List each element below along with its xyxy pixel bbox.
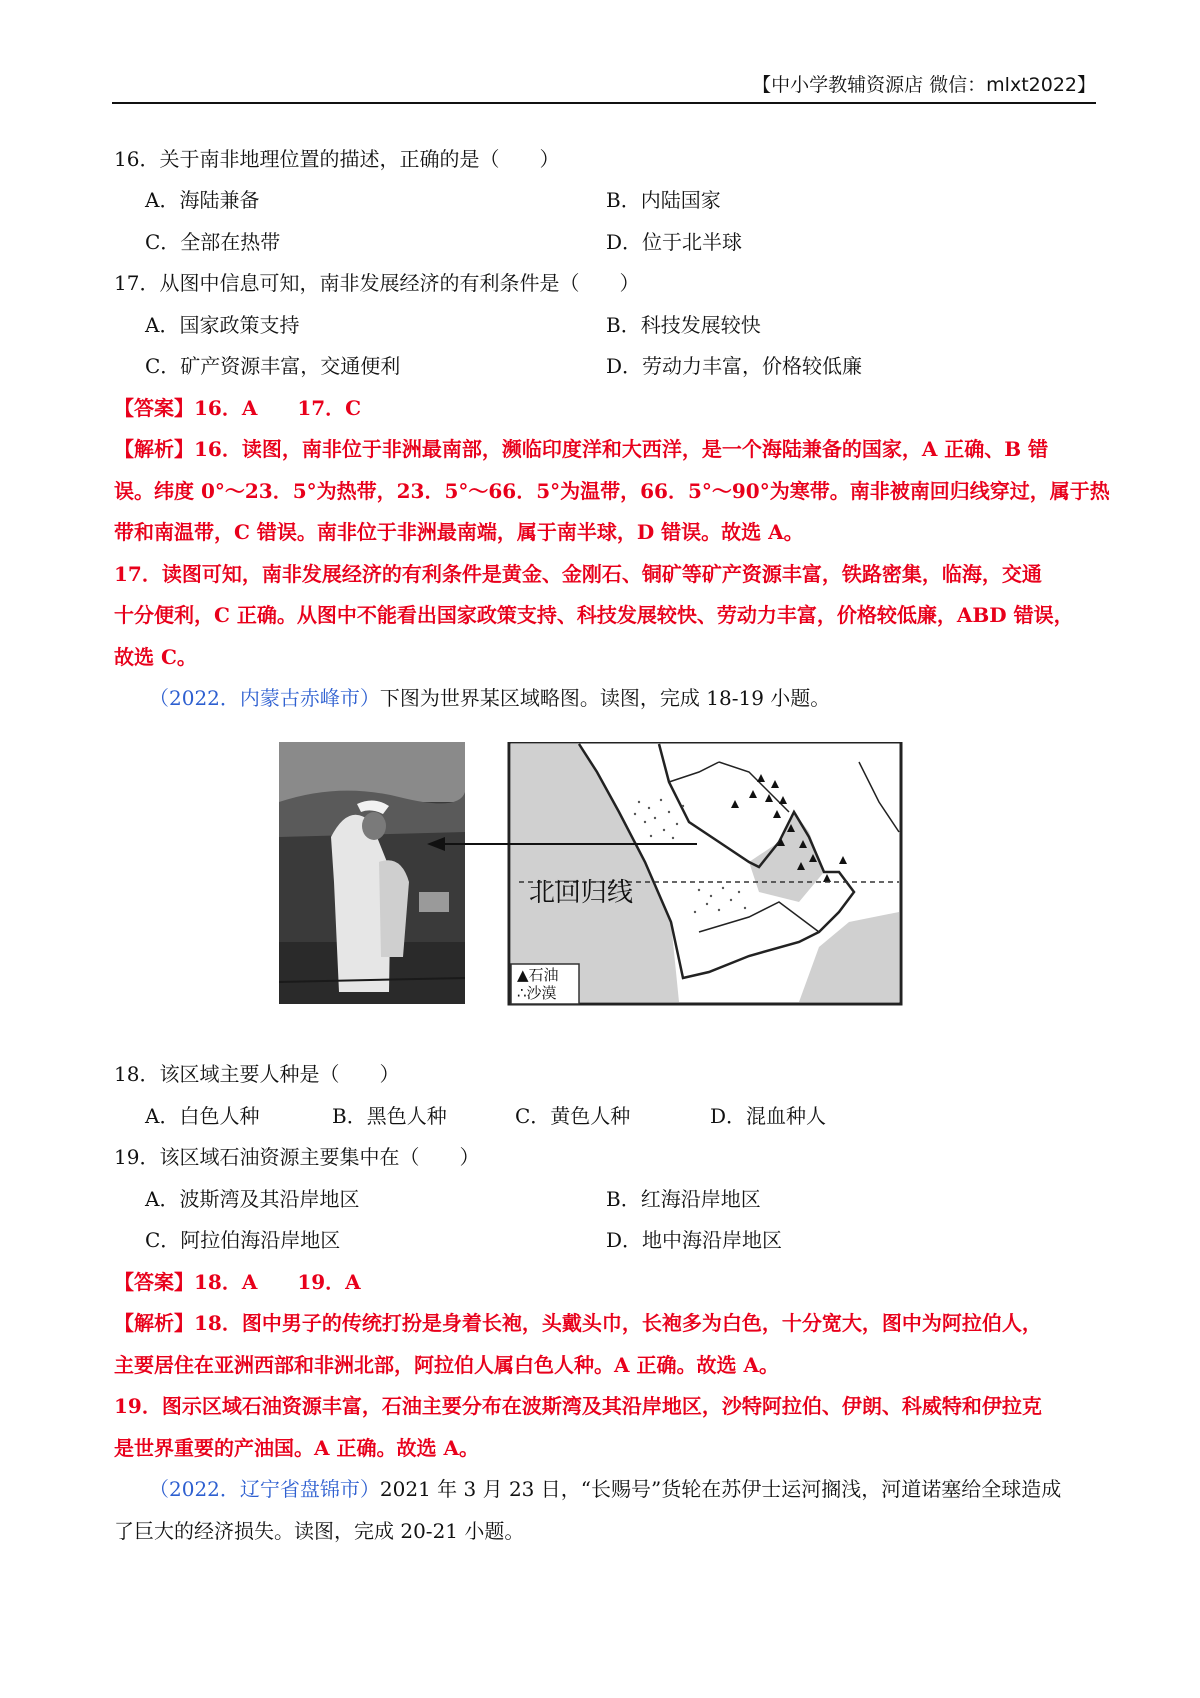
explanation-19-line1: 19．图示区域石油资源丰富，石油主要分布在波斯湾及其沿岸地区，沙特阿拉伯、伊朗、科威特和伊拉克 [114, 1394, 1042, 1418]
q17-stem: 17．从图中信息可知，南非发展经济的有利条件是（ ） [114, 271, 640, 295]
q19-option-d: D．地中海沿岸地区 [606, 1228, 783, 1252]
intro-18-19 [149, 684, 830, 712]
q17-option-b: B．科技发展较快 [606, 313, 761, 337]
intro-20-21-line2: 了巨大的经济损失。读图，完成 20-21 小题。 [114, 1519, 525, 1543]
explanation-16-line3: 带和南温带，C 错误。南非位于非洲最南端，属于南半球，D 错误。故选 A。 [114, 520, 804, 544]
q17-option-a: A．国家政策支持 [145, 313, 300, 337]
intro-20-21-source: （2022．辽宁省盘锦市） [149, 1477, 380, 1501]
page-header: 【中小学教辅资源店 微信：mlxt2022】 [752, 74, 1096, 96]
explanation-16-line1: 【解析】16．读图，南非位于非洲最南部，濒临印度洋和大西洋，是一个海陆兼备的国家，A 正确、B 错 [114, 437, 1049, 461]
arab-man-photo [279, 742, 465, 1004]
q16-option-c: C．全部在热带 [145, 230, 281, 254]
q18-option-a: A．白色人种 [145, 1104, 260, 1128]
q19-option-b: B．红海沿岸地区 [606, 1187, 761, 1211]
region-map-figure [279, 742, 917, 1042]
q16-option-d: D．位于北半球 [606, 230, 743, 254]
q19-stem: 19．该区域石油资源主要集中在（ ） [114, 1145, 480, 1169]
q18-option-b: B．黑色人种 [332, 1104, 447, 1128]
q19-option-c: C．阿拉伯海沿岸地区 [145, 1228, 341, 1252]
answer-18-19: 【答案】18．A 19．A [114, 1270, 361, 1294]
intro-20-21-line1 [149, 1475, 1061, 1503]
answer-16-17: 【答案】16．A 17．C [114, 396, 362, 420]
explanation-18-line1: 【解析】18．图中男子的传统打扮是身着长袍，头戴头巾，长袍多为白色，十分宽大，图中为阿拉伯人， [114, 1311, 1042, 1335]
legend-oil [517, 966, 559, 984]
legend-desert [517, 984, 557, 1002]
q19-option-a: A．波斯湾及其沿岸地区 [145, 1187, 360, 1211]
q16-option-b: B．内陆国家 [606, 188, 721, 212]
legend-desert-label: 沙漠 [526, 984, 557, 1002]
explanation-19-line2: 是世界重要的产油国。A 正确。故选 A。 [114, 1436, 479, 1460]
q17-option-c: C．矿产资源丰富，交通便利 [145, 354, 401, 378]
q18-stem: 18．该区域主要人种是（ ） [114, 1062, 400, 1086]
explanation-17-line1: 17．读图可知，南非发展经济的有利条件是黄金、金刚石、铜矿等矿产资源丰富，铁路密集，临海，交通 [114, 562, 1042, 586]
q18-option-c: C．黄色人种 [515, 1104, 631, 1128]
legend-oil-label: 石油 [528, 966, 559, 984]
explanation-17-line2: 十分便利，C 正确。从图中不能看出国家政策支持、科技发展较快、劳动力丰富，价格较低廉，ABD 错误， [114, 603, 1074, 627]
q16-option-a: A．海陆兼备 [145, 188, 260, 212]
explanation-18-line2: 主要居住在亚洲西部和非洲北部，阿拉伯人属白色人种。A 正确。故选 A。 [114, 1353, 779, 1377]
legend-desert-icon: ∴ [517, 984, 527, 1002]
q18-option-d: D．混血种人 [710, 1104, 827, 1128]
explanation-16-line2: 误。纬度 0°～23．5°为热带，23．5°～66．5°为温带，66．5°～90°为寒带。南非被南回归线穿过，属于热 [114, 479, 1110, 503]
legend-oil-icon: ▲ [517, 966, 529, 984]
q17-option-d: D．劳动力丰富，价格较低廉 [606, 354, 863, 378]
header-rule [112, 102, 1096, 104]
explanation-17-line3: 故选 C。 [114, 645, 197, 669]
q16-stem: 16．关于南非地理位置的描述，正确的是（ ） [114, 147, 560, 171]
intro-18-19-text: 下图为世界某区域略图。读图，完成 18-19 小题。 [379, 686, 831, 710]
tropic-of-cancer-label: 北回归线 [529, 878, 634, 908]
intro-18-19-source: （2022．内蒙古赤峰市） [149, 686, 380, 710]
intro-20-21-text1: 2021 年 3 月 23 日，“长赐号”货轮在苏伊士运河搁浅，河道诺塞给全球造成 [379, 1477, 1062, 1501]
